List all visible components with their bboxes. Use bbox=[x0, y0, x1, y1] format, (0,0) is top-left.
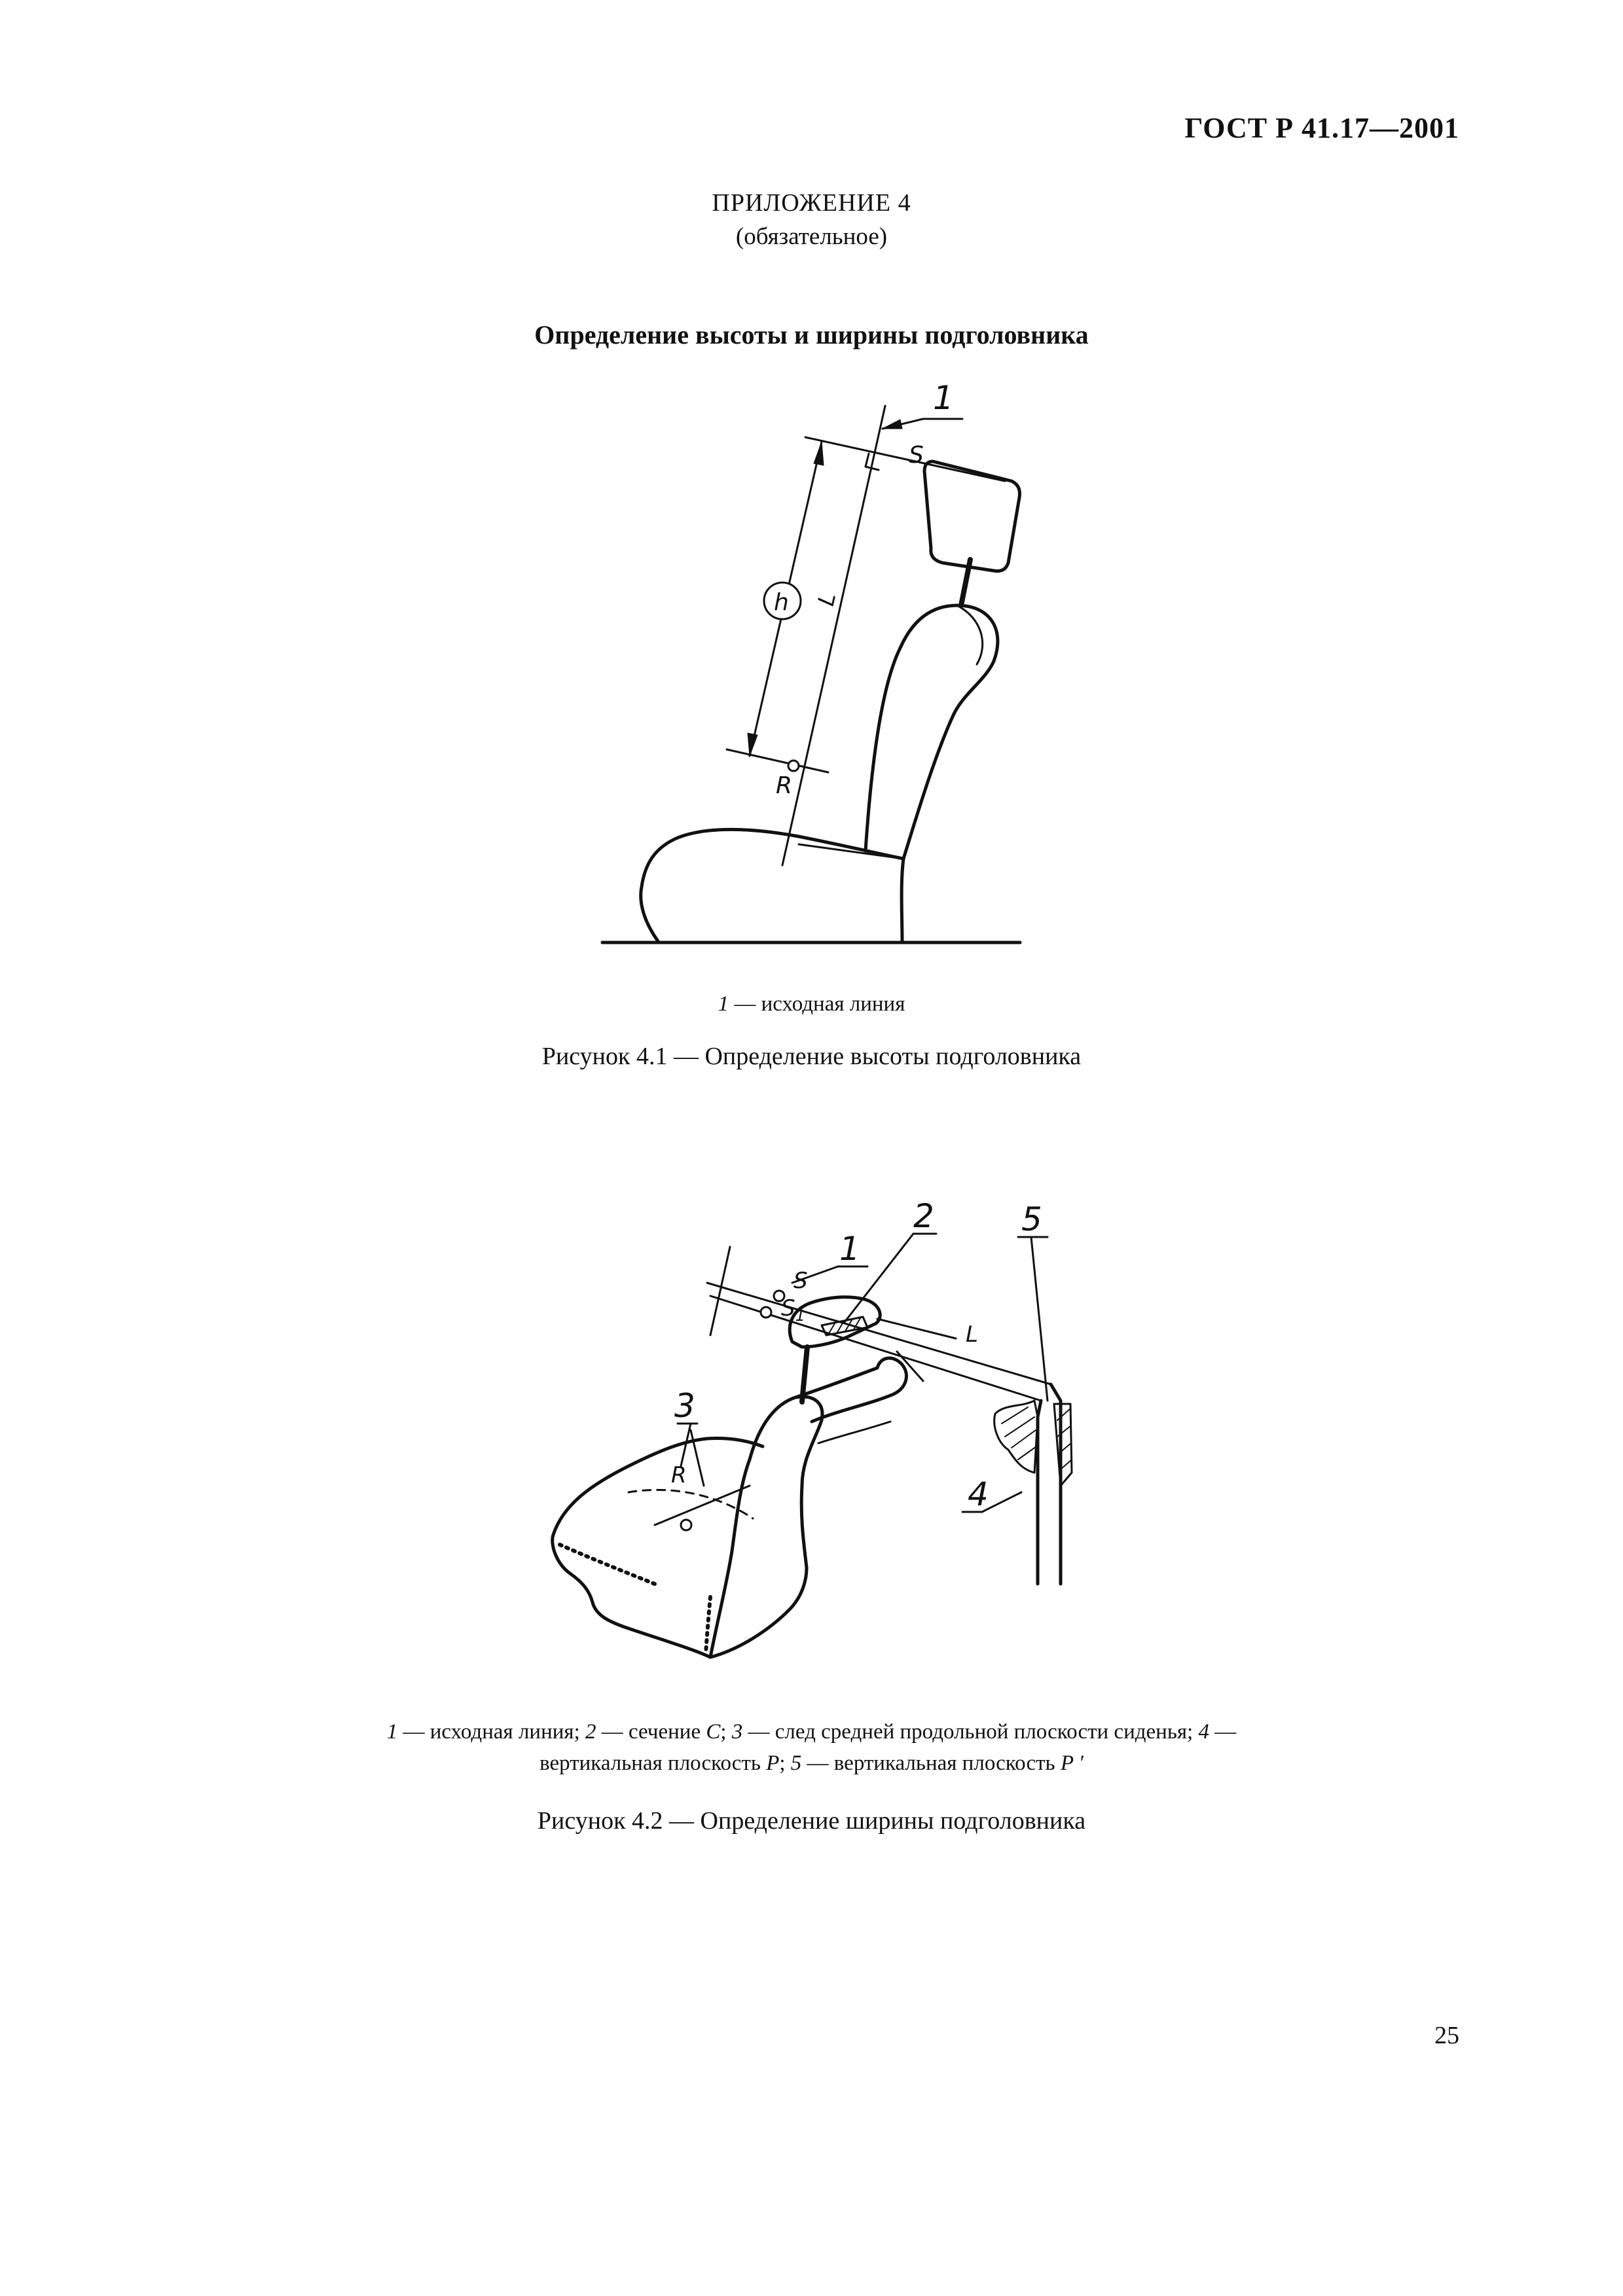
seat-back-seam bbox=[818, 1422, 890, 1443]
label-2: 2 bbox=[913, 1197, 934, 1235]
seat-base bbox=[553, 1535, 807, 1657]
seat-stitch-front bbox=[706, 1597, 710, 1653]
appendix-status: (обязательное) bbox=[735, 223, 888, 250]
reference-line-s bbox=[707, 1283, 1051, 1384]
figure-4-1-headrest-height bbox=[0, 0, 1623, 982]
seat-back-top bbox=[795, 1368, 877, 1397]
figure-4-2-legend-line-2: вертикальная плоскость P; 5 — вертикальная плоскость P ′ bbox=[539, 1751, 1084, 1775]
label-r: R bbox=[776, 772, 793, 799]
seat-cushion bbox=[641, 829, 903, 942]
seat-back bbox=[866, 605, 998, 859]
section-title: Определение высоты и ширины подголовника bbox=[534, 320, 1089, 350]
leader-5 bbox=[1031, 1237, 1048, 1401]
figure-4-2-headrest-width bbox=[0, 1178, 1623, 1702]
l-line bbox=[877, 1319, 956, 1338]
label-l: L bbox=[966, 1321, 978, 1348]
figure-4-1-legend: 1 — исходная линия bbox=[718, 992, 905, 1016]
appendix-title: ПРИЛОЖЕНИЕ 4 bbox=[712, 189, 911, 217]
label-3: 3 bbox=[674, 1387, 695, 1425]
dimension-arrow-top bbox=[814, 442, 824, 465]
label-r: R bbox=[671, 1462, 687, 1488]
label-s: S bbox=[909, 442, 924, 469]
seat-back-roll bbox=[812, 1358, 906, 1422]
document-code: ГОСТ Р 41.17—2001 bbox=[1184, 112, 1459, 144]
label-s: S bbox=[793, 1268, 808, 1294]
label-l: L bbox=[812, 590, 842, 609]
label-5: 5 bbox=[1021, 1200, 1042, 1238]
figure-4-2-legend-line-1: 1 — исходная линия; 2 — сечение C; 3 — след средней продольной плоскости сиденья; 4 — bbox=[386, 1720, 1237, 1744]
vertical-plane-p bbox=[1038, 1401, 1041, 1584]
r-point-marker bbox=[681, 1520, 691, 1530]
label-h: h bbox=[774, 589, 789, 616]
dimension-arrow-bottom bbox=[748, 733, 757, 756]
spacing-dimension bbox=[710, 1247, 730, 1335]
hatched-area-4 bbox=[994, 1401, 1038, 1473]
label-1: 1 bbox=[839, 1230, 860, 1268]
perpendicular-r bbox=[727, 749, 828, 772]
headrest bbox=[924, 461, 1020, 571]
label-1: 1 bbox=[933, 379, 954, 417]
perpendicular-s bbox=[805, 437, 1005, 481]
mid-plane-trace bbox=[629, 1490, 753, 1518]
label-s1: $S_1$ bbox=[781, 1295, 805, 1325]
s1-point-marker bbox=[761, 1307, 771, 1318]
l-dimension bbox=[897, 1352, 923, 1381]
page-number: 25 bbox=[1434, 2022, 1459, 2049]
r-point-marker bbox=[788, 761, 799, 771]
figure-4-1-caption: Рисунок 4.1 — Определение высоты подголовника bbox=[541, 1043, 1082, 1070]
leader-1-arrow bbox=[883, 420, 902, 429]
seat-top-edge bbox=[553, 1439, 763, 1535]
label-4: 4 bbox=[968, 1475, 989, 1513]
seat-back-roll bbox=[957, 605, 983, 664]
figure-4-2-caption: Рисунок 4.2 — Определение ширины подголовника bbox=[537, 1807, 1086, 1835]
